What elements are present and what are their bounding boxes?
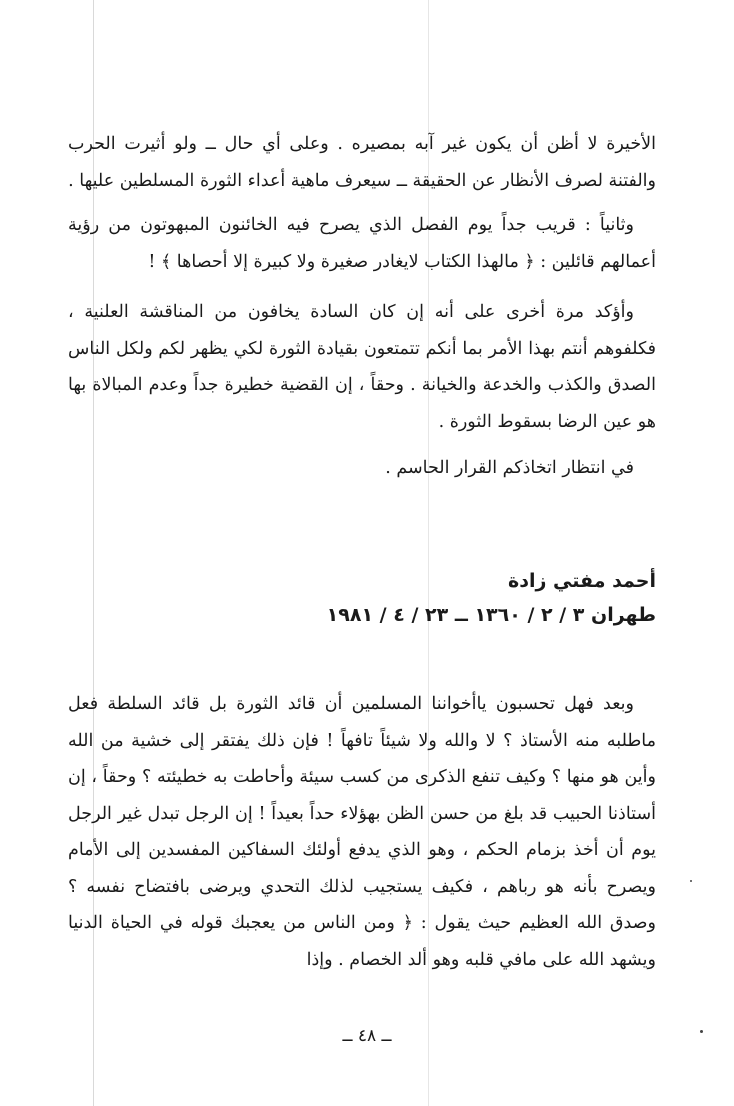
paragraph-continuation: الأخيرة لا أظن أن يكون غير آبه بمصيره . وعلى أي حال ــ ولو أثيرت الحرب والفتنة لصرف الأنظار عن الحقيقة ــ سيعرف ماهية أعداء الثورة المسلطين عليها . [68, 134, 656, 191]
signature-name: أحمد مفتي زادة [508, 570, 656, 592]
text-block-commentary [68, 686, 656, 978]
scan-artifact-dot [690, 880, 692, 882]
paragraph-reaffirm: وأؤكد مرة أخرى على أنه إن كان السادة يخافون من المناقشة العلنية ، فكلفوهم أنتم بهذا الأمر بما أنكم تتمتعون بقيادة الثورة لكي يظهر لكم ولكل الناس الصدق والكذب والخدعة والخيانة . وحقاً ، إن القضية خطيرة جداً وعدم المبالاة بها هو عين الرضا بسقوط الثورة . [68, 302, 656, 432]
page-number: ــ ٤٨ ــ [342, 1026, 392, 1046]
paragraph-secondly: وثانياً : قريب جداً يوم الفصل الذي يصرح فيه الخائنون المبهوتون من رؤية أعمالهم قائلين : ﴿ مالهذا الكتاب لايغادر صغيرة ولا كبيرة إلا أحصاها ﴾ ! [68, 215, 656, 272]
paragraph-commentary: وبعد فهل تحسبون ياأخواننا المسلمين أن قائد الثورة بل قائد السلطة فعل ماطلبه منه الأستاذ ؟ لا والله ولا شيئاً تافهاً ! فإن ذلك يفتقر إلى خشية من الله وأين هو منها ؟ وكيف تنفع الذكرى من كسب سيئة وأحاطت به خطيئته ؟ وحقاً ، إن أستاذنا الحبيب قد بلغ من حسن الظن بهؤلاء حداً بعيداً ! إن الرجل تبدل غير الرجل يوم أن أخذ بزمام الحكم ، وهو الذي يدفع أولئك السفاكين المفسدين إلى الأمام ويصرح بأنه هو رباهم ، فكيف يستجيب لذلك التحدي ويرضى بافتضاح نفسه ؟ وصدق الله العظيم حيث يقول : ﴿ ومن الناس من يعجبك قوله في الحياة الدنيا ويشهد الله على مافي قلبه وهو ألد الخصام . وإذا [68, 694, 656, 970]
paragraph-closing: في انتظار اتخاذكم القرار الحاسم . [385, 458, 634, 478]
text-block-letter [68, 126, 656, 487]
signature-date: طهران ٣ / ٢ / ١٣٦٠ ــ ٢٣ / ٤ / ١٩٨١ [326, 604, 656, 626]
